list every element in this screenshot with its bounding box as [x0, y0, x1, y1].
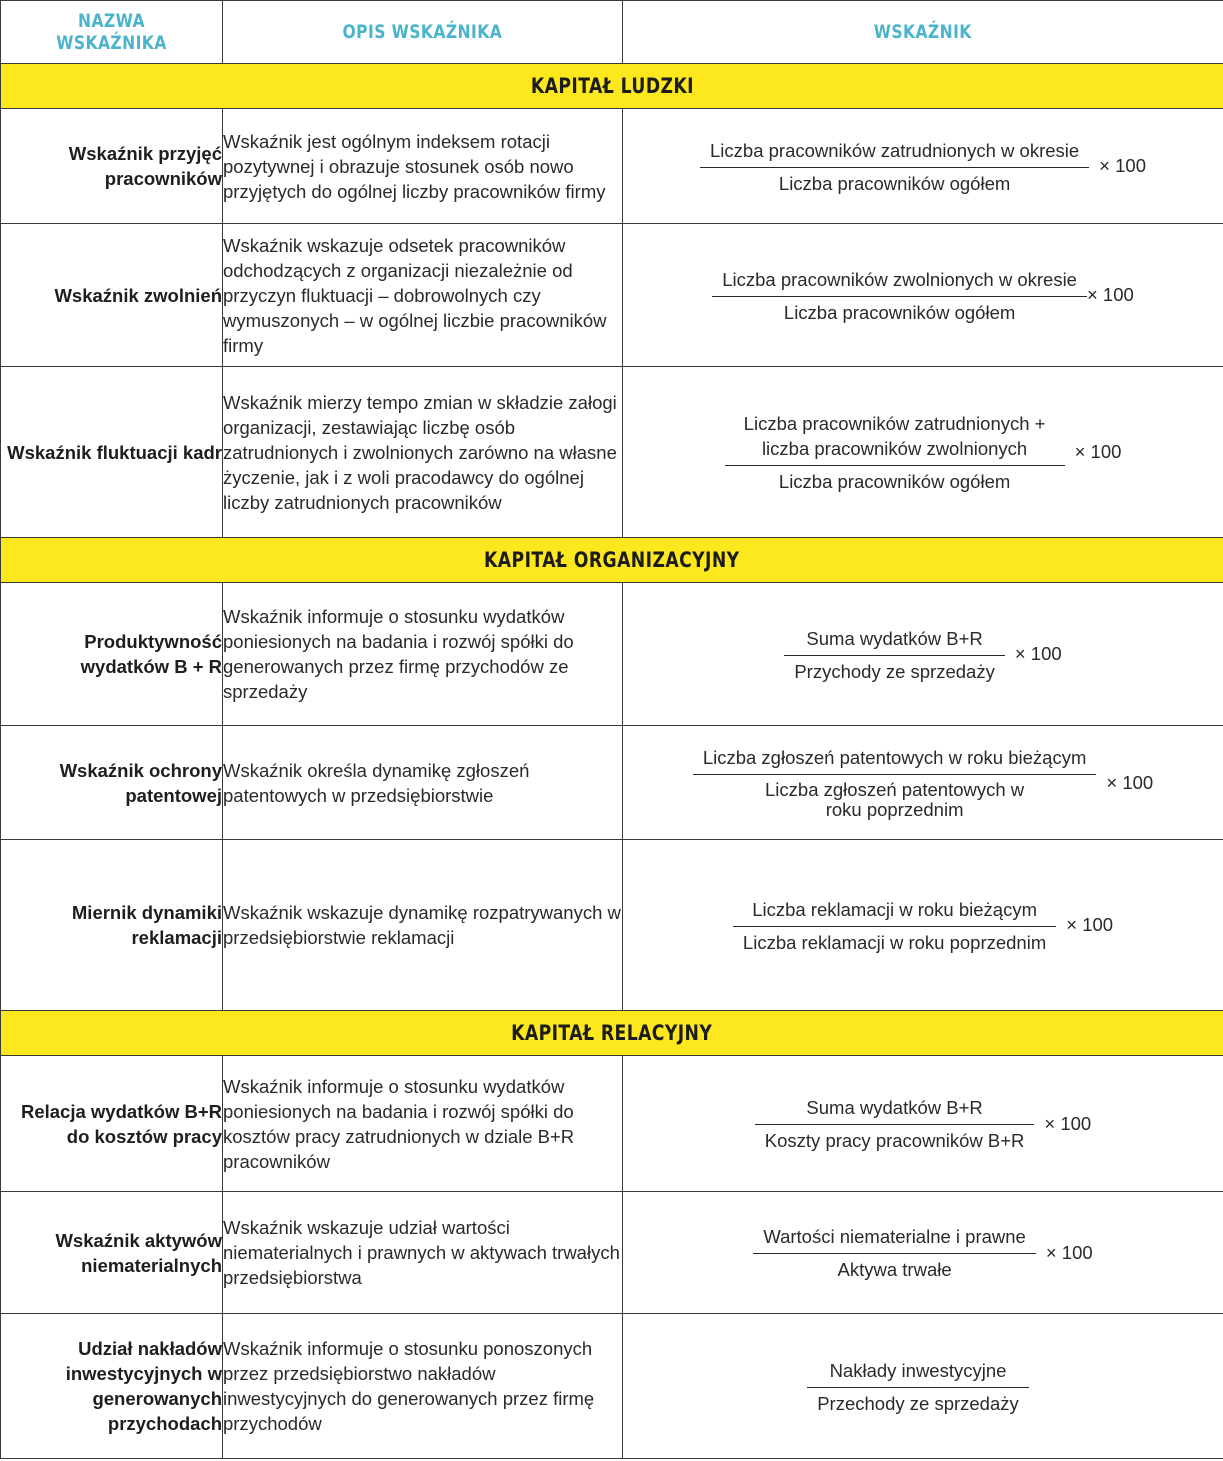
indicator-description: Wskaźnik informuje o stosunku ponoszonych przez przedsiębiorstwo nakładów inwestycyjnych do generowanych przez firmę przychodów: [223, 1314, 623, 1459]
formula-numerator: Liczba pracowników zwolnionych w okresie: [722, 268, 1077, 290]
section-row-organizational-capital: [1, 538, 1223, 583]
table-row: [1, 840, 1223, 1011]
fraction: [755, 1095, 1035, 1152]
fraction: [753, 1224, 1036, 1281]
indicator-formula: [623, 1192, 1223, 1314]
table-row: [1, 583, 1223, 726]
fraction: [784, 626, 1005, 683]
formula-expression: [700, 138, 1146, 195]
formula-expression: [725, 411, 1122, 493]
indicator-name: Wskaźnik fluktuacji kadr: [1, 367, 223, 538]
formula-multiplier: × 100: [1074, 441, 1122, 462]
table-row: [1, 726, 1223, 840]
indicator-name: Wskaźnik aktywów niematerialnych: [1, 1192, 223, 1314]
table-row: [1, 224, 1223, 367]
indicator-formula: [623, 367, 1223, 538]
section-row-human-capital: [1, 64, 1223, 109]
formula-denominator: Liczba reklamacji w roku poprzednim: [742, 931, 1047, 953]
formula-multiplier: × 100: [1099, 155, 1146, 176]
indicator-name: Relacja wydatków B+R do kosztów pracy: [1, 1056, 223, 1192]
section-title: [1, 538, 1223, 583]
table-row: [1, 109, 1223, 224]
formula-numerator: Suma wydatków B+R: [806, 1097, 983, 1118]
indicator-description: Wskaźnik wskazuje odsetek pracowników odchodzących z organizacji niezależnie od przyczyn fluktuacji – dobrowolnych czy wymuszonych – w ogólnej liczbie pracowników firmy: [223, 224, 623, 367]
formula-expression: [693, 745, 1153, 820]
formula-numerator: Liczba pracowników zatrudnionych + liczba pracowników zwolnionych: [743, 413, 1046, 459]
formula-denominator: Liczba pracowników ogółem: [783, 301, 1016, 323]
section-title-text: KAPITAŁ RELACYJNY: [511, 1021, 713, 1045]
formula-expression: [784, 626, 1061, 683]
indicator-name: Produktywność wydatków B + R: [1, 583, 223, 726]
indicator-description: Wskaźnik wskazuje udział wartości niematerialnych i prawnych w aktywach trwałych przedsiębiorstwa: [223, 1192, 623, 1314]
formula-multiplier: × 100: [1106, 771, 1154, 793]
section-title-text: KAPITAŁ ORGANIZACYJNY: [484, 548, 740, 572]
formula-multiplier: × 100: [1044, 1112, 1092, 1134]
header-name-label: NAZWA WSKAŹNIKA: [56, 10, 167, 54]
header-description-column: [223, 1, 623, 64]
formula-denominator: Liczba zgłoszeń patentowych w roku poprzednim: [765, 779, 1025, 820]
indicator-description: Wskaźnik informuje o stosunku wydatków poniesionych na badania i rozwój spółki do kosztów pracy zatrudnionych w dziale B+R pracowników: [223, 1056, 623, 1192]
formula-denominator: Przychody ze sprzedaży: [794, 660, 995, 682]
fraction: [807, 1358, 1029, 1415]
indicator-formula: [623, 1056, 1223, 1192]
indicator-formula: [623, 109, 1223, 224]
indicator-formula: [623, 1314, 1223, 1459]
indicator-formula: [623, 726, 1223, 840]
header-formula-label: WSKAŹNIK: [873, 21, 973, 43]
formula-expression: [807, 1358, 1039, 1415]
header-name-column: [1, 1, 223, 64]
indicator-description: Wskaźnik wskazuje dynamikę rozpatrywanych w przedsiębiorstwie reklamacji: [223, 840, 623, 1011]
header-description-label: OPIS WSKAŹNIKA: [342, 21, 503, 43]
formula-numerator: Liczba pracowników zatrudnionych w okresie: [710, 139, 1080, 161]
table-row: [1, 1056, 1223, 1192]
table-row: [1, 1192, 1223, 1314]
formula-expression: [755, 1095, 1091, 1152]
formula-denominator: Liczba pracowników ogółem: [778, 172, 1011, 194]
indicator-name: Wskaźnik zwolnień: [1, 224, 223, 367]
table-row: [1, 1314, 1223, 1459]
section-title: [1, 1011, 1223, 1056]
formula-denominator: Liczba pracowników ogółem: [778, 471, 1011, 492]
formula-multiplier: × 100: [1014, 643, 1062, 664]
section-row-relational-capital: [1, 1011, 1223, 1056]
section-title-text: KAPITAŁ LUDZKI: [530, 74, 694, 98]
formula-numerator: Nakłady inwestycyjne: [829, 1359, 1007, 1381]
indicator-description: Wskaźnik jest ogólnym indeksem rotacji pozytywnej i obrazuje stosunek osób nowo przyjętych do ogólnej liczby pracowników firmy: [223, 109, 623, 224]
header-row: [1, 1, 1223, 64]
formula-denominator: Aktywa trwałe: [837, 1259, 952, 1280]
formula-numerator: Suma wydatków B+R: [806, 627, 983, 649]
section-title: [1, 64, 1223, 109]
indicator-name: Udział nakładów inwestycyjnych w generowanych przychodach: [1, 1314, 223, 1459]
formula-numerator: Wartości niematerialne i prawne: [763, 1226, 1026, 1247]
indicator-description: Wskaźnik określa dynamikę zgłoszeń patentowych w przedsiębiorstwie: [223, 726, 623, 840]
formula-expression: [712, 267, 1134, 324]
indicator-formula: [623, 583, 1223, 726]
formula-expression: [733, 897, 1113, 954]
formula-denominator: Przechody ze sprzedaży: [817, 1392, 1019, 1414]
formula-numerator: Liczba zgłoszeń patentowych w roku bieżącym: [702, 747, 1087, 768]
formula-multiplier: × 100: [1066, 914, 1114, 935]
fraction: [725, 411, 1065, 493]
table-row: [1, 367, 1223, 538]
indicator-formula: [623, 224, 1223, 367]
formula-multiplier: × 100: [1045, 1241, 1093, 1263]
indicator-name: Wskaźnik przyjęć pracowników: [1, 109, 223, 224]
fraction: [712, 267, 1087, 324]
formula-numerator: Liczba reklamacji w roku bieżącym: [752, 898, 1037, 920]
fraction: [700, 138, 1089, 195]
formula-expression: [753, 1224, 1092, 1281]
fraction: [733, 897, 1056, 954]
formula-multiplier: × 100: [1086, 284, 1134, 305]
indicator-description: Wskaźnik mierzy tempo zmian w składzie załogi organizacji, zestawiając liczbę osób zatrudnionych i zwolnionych zarówno na własne życzenie, jak i z woli pracodawcy do ogólnej liczby zatrudnionych pracowników: [223, 367, 623, 538]
indicator-name: Miernik dynamiki reklamacji: [1, 840, 223, 1011]
formula-denominator: Koszty pracy pracowników B+R: [764, 1130, 1025, 1151]
indicator-name: Wskaźnik ochrony patentowej: [1, 726, 223, 840]
header-formula-column: [623, 1, 1223, 64]
indicator-formula: [623, 840, 1223, 1011]
fraction: [693, 745, 1097, 820]
indicator-description: Wskaźnik informuje o stosunku wydatków poniesionych na badania i rozwój spółki do generowanych przez firmę przychodów ze sprzedaży: [223, 583, 623, 726]
